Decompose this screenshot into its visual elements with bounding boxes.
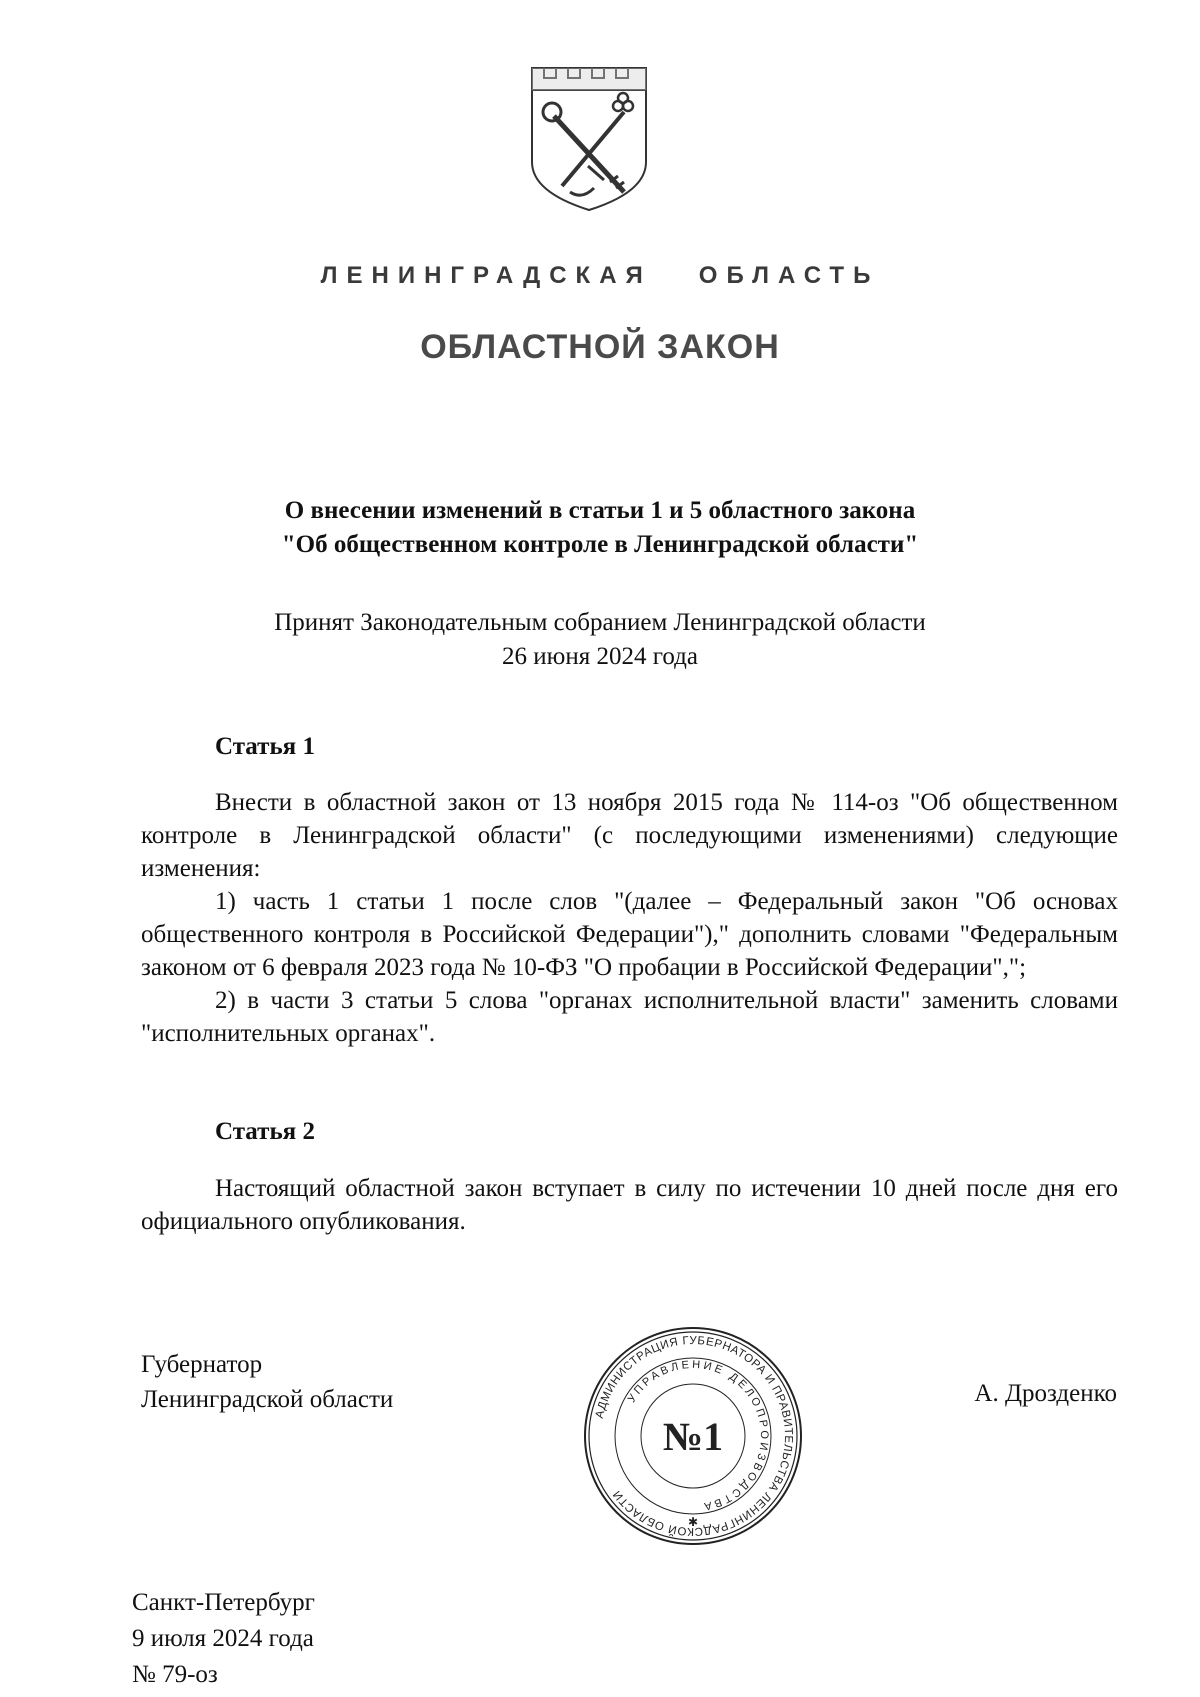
article-1-heading: Статья 1	[215, 733, 315, 760]
law-title	[0, 494, 1200, 562]
article-2-body	[141, 1172, 1118, 1238]
adoption-note	[0, 606, 1200, 674]
article-2-heading: Статья 2	[215, 1118, 315, 1145]
document-footer	[132, 1585, 315, 1693]
stamp-outer-text: АДМИНИСТРАЦИЯ ГУБЕРНАТОРА И ПРАВИТЕЛЬСТВА ЛЕНИНГРАДСКОЙ ОБЛАСТИ	[593, 1334, 795, 1538]
coat-of-arms-emblem	[526, 64, 652, 212]
article-1-item-1: 1) часть 1 статьи 1 после слов "(далее – Федеральный закон "Об основах общественного контроля в Российской Федерации")," дополнить словами "Федеральным законом от 6 февраля 2023 года № 10-ФЗ "О пробации в Российской Федерации",";	[141, 888, 1118, 981]
signing-city: Санкт-Петербург	[132, 1589, 315, 1616]
law-type-heading: ОБЛАСТНОЙ ЗАКОН	[420, 328, 780, 366]
stamp-star-icon: ✱	[687, 1515, 699, 1529]
article-2-paragraph-1: Настоящий областной закон вступает в силу по истечении 10 дней после дня его официального опубликования.	[141, 1175, 1118, 1235]
law-title-line-2: "Об общественном контроле в Ленинградской области"	[281, 531, 919, 558]
adoption-date: 26 июня 2024 года	[502, 643, 698, 670]
stamp-inner-text: УПРАВЛЕНИЕ ДЕЛОПРОИЗВОДСТВА	[625, 1358, 771, 1513]
signing-date: 9 июля 2024 года	[132, 1625, 314, 1652]
adoption-note-line-1: Принят Законодательным собранием Ленинградской области	[274, 609, 926, 636]
region-name: ЛЕНИНГРАДСКАЯ ОБЛАСТЬ	[320, 262, 880, 289]
law-title-line-1: О внесении изменений в статьи 1 и 5 областного закона	[284, 497, 916, 524]
law-number: № 79-оз	[132, 1661, 218, 1688]
official-stamp	[583, 1326, 803, 1546]
article-1-item-2: 2) в части 3 статьи 5 слова "органах исполнительной власти" заменить словами "исполнительных органах".	[141, 987, 1118, 1047]
signatory-position-line-2: Ленинградской области	[141, 1386, 394, 1413]
article-1-body	[141, 786, 1118, 1050]
article-1-paragraph-1: Внести в областной закон от 13 ноября 2015 года № 114-оз "Об общественном контроле в Ленинградской области" (с последующими изменениями) следующие изменения:	[141, 789, 1118, 882]
signatory-name: А. Дрозденко	[974, 1380, 1117, 1407]
stamp-number: №1	[662, 1414, 724, 1459]
signatory-position-line-1: Губернатор	[141, 1351, 263, 1378]
signatory-position	[141, 1347, 393, 1417]
